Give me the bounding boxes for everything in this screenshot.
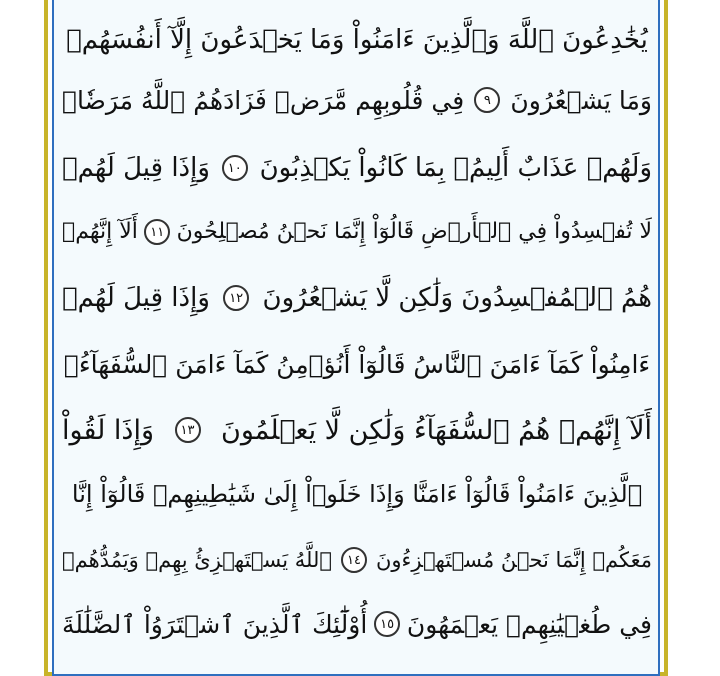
- line-text: لَا تُفۡسِدُواْ فِي ٱلۡأَرۡضِ قَالُوٓاْ إِنَّمَا نَحۡنُ مُصۡلِحُونَ: [176, 219, 652, 244]
- text-line-1: [62, 14, 652, 66]
- line-text: مَعَكُمۡ إِنَّمَا نَحۡنُ مُسۡتَهۡزِءُونَ: [375, 547, 652, 572]
- line-text: وَلَهُمۡ عَذَابٌ أَلِيمُۢ بِمَا كَانُواْ يَكۡذِبُونَ: [259, 153, 652, 183]
- line-text: يُخَٰدِعُونَ ٱللَّهَ وَٱلَّذِينَ ءَامَنُواْ وَمَا يَخۡدَعُونَ إِلَّآ أَنفُسَهُمۡ: [66, 25, 648, 55]
- ayah-number-marker: ١٤: [341, 547, 367, 573]
- line-text: وَإِذَا لَقُواْ: [62, 414, 154, 446]
- line-text: وَمَا يَشۡعُرُونَ: [510, 85, 652, 115]
- ayah-number-marker: ١٥: [374, 611, 400, 637]
- line-text: أَلَآ إِنَّهُمۡ هُمُ ٱلسُّفَهَآءُ وَلَٰكِن لَّا يَعۡلَمُونَ: [221, 414, 652, 446]
- line-text: فِي طُغۡيَٰنِهِمۡ يَعۡمَهُونَ: [406, 609, 652, 639]
- line-text: أُوْلَٰٓئِكَ ٱلَّذِينَ ٱشۡتَرَوُاْ ٱلضَّلَٰلَةَ: [62, 609, 368, 639]
- quran-text-block: [62, 0, 652, 662]
- line-text: ءَامِنُواْ كَمَآ ءَامَنَ ٱلنَّاسُ قَالُوٓاْ أَنُؤۡمِنُ كَمَآ ءَامَنَ ٱلسُّفَهَآءُۗ: [63, 349, 651, 379]
- text-line-6: [62, 338, 652, 390]
- text-line-3: [62, 142, 652, 194]
- line-text: أَلَآ إِنَّهُمۡ: [62, 219, 138, 244]
- ayah-number-marker: ١٠: [222, 155, 248, 181]
- line-text: وَإِذَا قِيلَ لَهُمۡ: [62, 153, 210, 183]
- line-text: هُمُ ٱلۡمُفۡسِدُونَ وَلَٰكِن لَّا يَشۡعُرُونَ: [262, 283, 652, 313]
- line-text: ٱللَّهُ يَسۡتَهۡزِئُ بِهِمۡ وَيَمُدُّهُمۡ: [62, 547, 332, 572]
- line-text: ٱلَّذِينَ ءَامَنُواْ قَالُوٓاْ ءَامَنَّا وَإِذَا خَلَوۡاْ إِلَىٰ شَيَٰطِينِهِمۡ قَالُوٓاْ إِنَّا: [71, 480, 643, 508]
- text-line-5: [62, 272, 652, 324]
- ayah-number-marker: ١٣: [175, 417, 201, 443]
- text-line-7: [62, 404, 652, 456]
- ayah-number-marker: ١١: [144, 219, 170, 245]
- text-line-4: [62, 206, 652, 258]
- text-line-2: [62, 74, 652, 126]
- ayah-number-marker: ١٢: [223, 285, 249, 311]
- line-text: فِي قُلُوبِهِم مَّرَضٞ فَزَادَهُمُ ٱللَّهُ مَرَضٗاۖ: [62, 85, 465, 115]
- text-line-9: [62, 534, 652, 586]
- ayah-number-marker: ٩: [474, 87, 500, 113]
- text-line-8: [62, 468, 652, 520]
- line-text: وَإِذَا قِيلَ لَهُمۡ: [62, 283, 210, 313]
- text-line-10: [62, 598, 652, 650]
